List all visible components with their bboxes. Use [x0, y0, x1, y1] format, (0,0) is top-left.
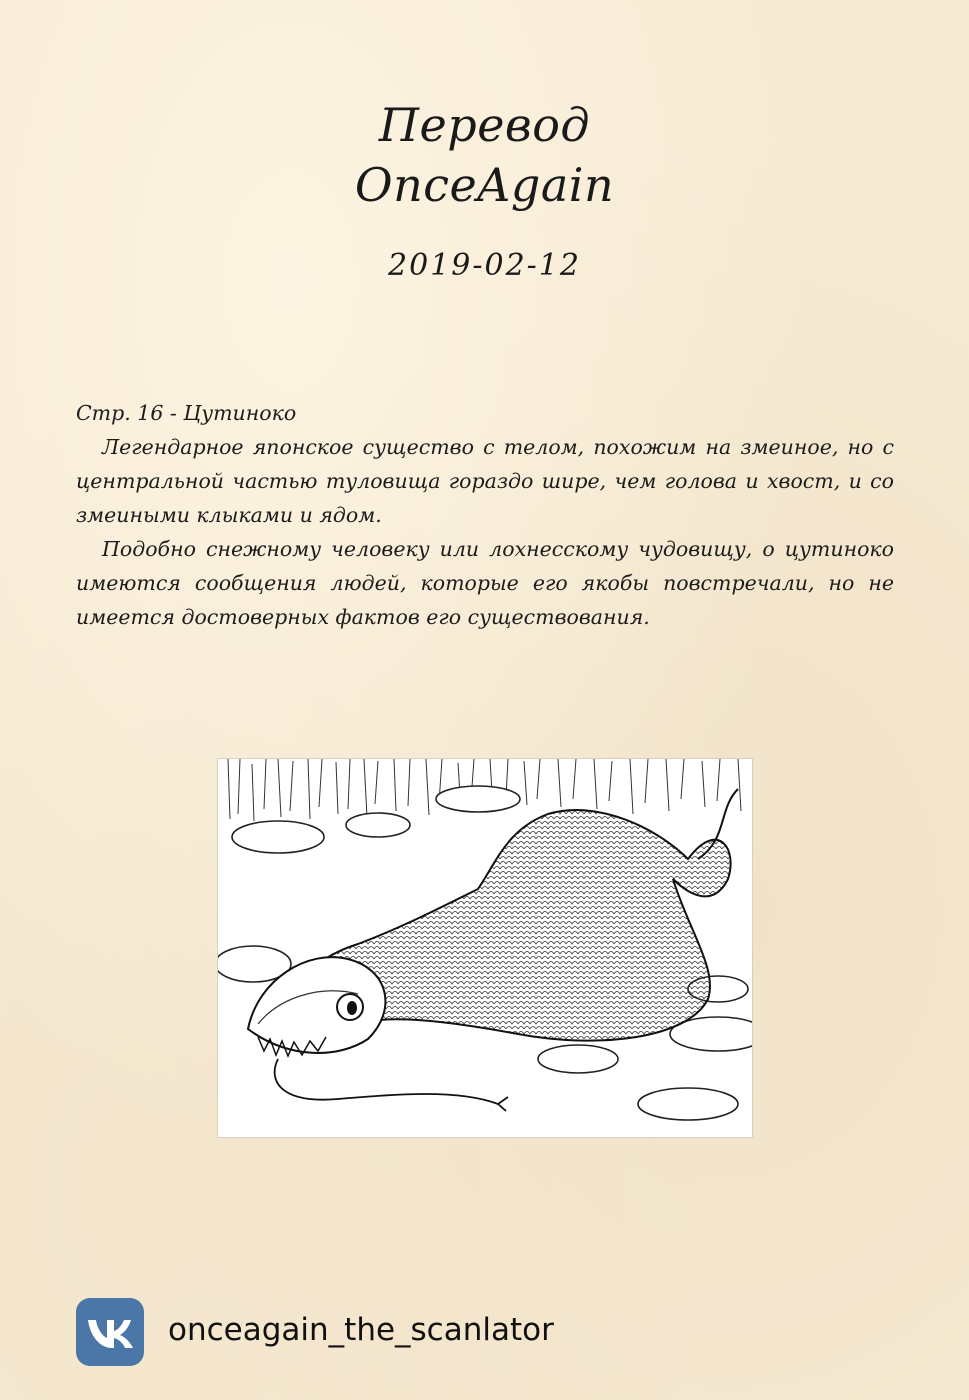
article-paragraph-2: Подобно снежному человеку или лохнесскому чудовищу, о цутиноко имеются сообщения людей, которые его якобы повстречали, но не имеется достоверных фактов его существования.: [76, 537, 894, 629]
title-line-team: OnceAgain: [354, 158, 615, 212]
vk-handle-text[interactable]: onceagain_the_scanlator: [168, 1312, 554, 1348]
release-date: 2019-02-12: [388, 248, 581, 283]
snake-tongue: [275, 1059, 508, 1111]
article-heading: Стр. 16 - Цутиноко: [76, 401, 297, 425]
title-block: [0, 95, 969, 215]
article-text: [76, 396, 894, 634]
article-paragraph-1: Легендарное японское существо с телом, похожим на змеиное, но с центральной частью туловища гораздо шире, чем голова и хвост, и со змеиными клыками и ядом.: [76, 435, 894, 527]
vk-icon[interactable]: [76, 1298, 144, 1366]
tsuchinoko-snake-illustration: [217, 758, 753, 1138]
title-line-translation: Перевод: [378, 98, 591, 152]
